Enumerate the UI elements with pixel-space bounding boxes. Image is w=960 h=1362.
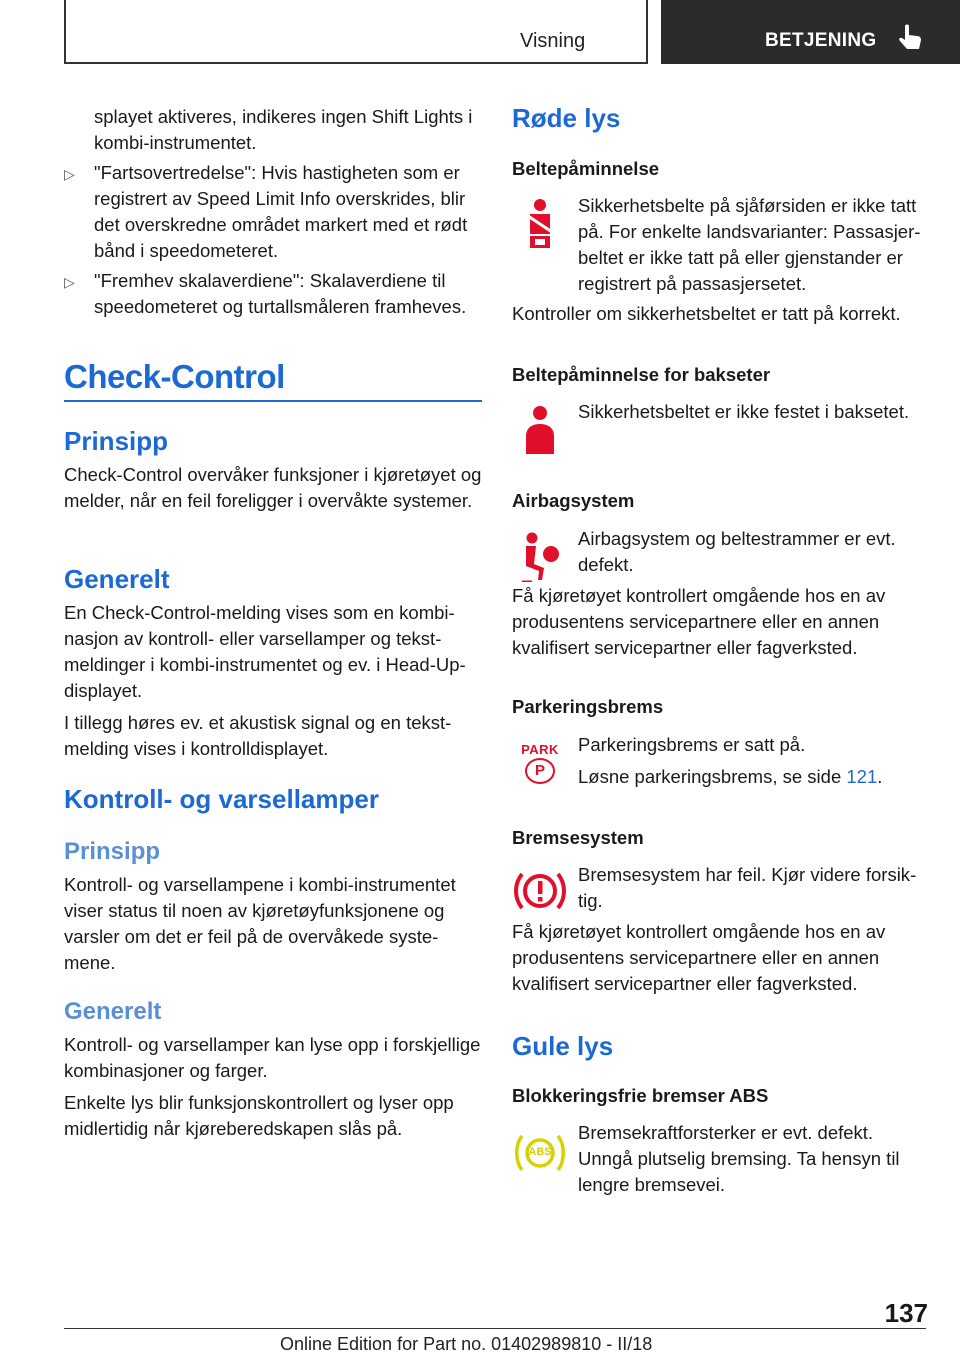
subsection-heading: Kontroll- og varsellamper: [64, 784, 379, 814]
abs-warning-icon: [514, 1132, 566, 1174]
header-section-label: Visning: [520, 30, 586, 52]
body-paragraph: Enkelte lys blir funksjonskontrollert og lyser opp midlertidig når kjøreberedskapen slås på.: [64, 1092, 454, 1139]
intro-paragraph: splayet aktiveres, indikeres ingen Shift Lights i kombi-instrumentet.: [94, 106, 473, 153]
parking-brake-icon: [518, 742, 562, 784]
lamp-description-text: Løsne parkeringsbrems, se side: [578, 766, 847, 787]
subsection-heading: Røde lys: [512, 103, 621, 133]
body-paragraph: Få kjøretøyet kontrollert omgående hos en av produsentens servicepartnere eller en annen kvalifisert servicepartner eller fagverksted.: [512, 585, 886, 658]
body-paragraph: Kontroll- og varsellampene i kombi-instrumentet viser status til noen av kjøretøyfunksjonene og varsler om det er feil på de overvåkede systemene.: [64, 874, 456, 973]
lamp-description-text: .: [877, 766, 883, 787]
body-paragraph: En Check-Control-melding vises som en kombinasjon av kontroll- eller varsellamper og tekstmeldinger i kombi-instrumentet og ev. i Head-Up-displayet.: [64, 602, 466, 701]
body-paragraph: Check-Control overvåker funksjoner i kjøretøyet og melder, når en feil foreligger i overvåkte systemer.: [64, 464, 482, 511]
body-paragraph: I tillegg høres ev. et akustisk signal og en tekstmelding vises i kontrolldisplayet.: [64, 712, 452, 759]
minor-heading: Generelt: [64, 998, 162, 1025]
lamp-heading: Beltepåminnelse: [512, 158, 660, 179]
lamp-description: Sikkerhetsbeltet er ikke festet i baksetet.: [578, 401, 910, 422]
pointing-hand-icon: [897, 24, 925, 54]
lamp-description: [578, 764, 930, 790]
body-paragraph: Kontroll- og varsellamper kan lyse opp i forskjellige kombinasjoner og farger.: [64, 1034, 481, 1081]
subsection-heading: Gule lys: [512, 1031, 614, 1061]
rear-seatbelt-warning-icon: [522, 404, 558, 456]
list-item-text: "Fartsovertredelse": Hvis hastigheten som er registrert av Speed Limit Info overskrides, blir det overskredne området markert med et rødt bånd i speedometeret.: [94, 162, 468, 261]
list-item-text: "Fremhev skalaverdiene": Skalaverdiene til speedometeret og turtallsmåleren framheves.: [94, 270, 467, 317]
parking-brake-icon-word: PARK: [521, 742, 559, 757]
lamp-description-text: Sikkerhetsbelte på sjåførsiden er ikke tatt på. For enkelte landsvarianter: Passasjerbeltet er ikke tatt på eller gjenstander er registrert på passasjersetet.: [578, 195, 921, 294]
triangle-bullet-icon: ▷: [64, 274, 75, 290]
body-paragraph: Kontroller om sikkerhetsbeltet er tatt på korrekt.: [512, 303, 901, 324]
subsection-heading: Prinsipp: [64, 426, 169, 456]
abs-icon-word: ABS: [528, 1146, 552, 1158]
seatbelt-warning-icon: [522, 198, 558, 250]
section-title: Check-Control: [64, 358, 285, 395]
header-chapter-tab: [661, 0, 960, 64]
lamp-heading: Airbagsystem: [512, 490, 635, 511]
subsection-heading: Generelt: [64, 564, 170, 594]
section-title-rule: [64, 400, 482, 402]
header-chapter-label: BETJENING: [765, 30, 877, 51]
footer-edition-text: Online Edition for Part no. 01402989810 - II/18: [280, 1334, 653, 1354]
triangle-bullet-icon: ▷: [64, 166, 75, 182]
body-paragraph: Få kjøretøyet kontrollert omgående hos en av produsentens servicepartnere eller en annen kvalifisert servicepartner eller fagverksted.: [512, 921, 886, 994]
lamp-heading: Parkeringsbrems: [512, 696, 664, 717]
minor-heading: Prinsipp: [64, 838, 161, 865]
airbag-warning-icon: [520, 530, 560, 582]
lamp-description: [578, 193, 930, 297]
lamp-description: Airbagsystem og beltestrammer er evt. defekt.: [578, 528, 896, 575]
lamp-description: Parkeringsbrems er satt på.: [578, 734, 806, 755]
lamp-heading: Blokkeringsfrie bremser ABS: [512, 1085, 769, 1106]
brake-warning-icon: [514, 868, 566, 914]
lamp-description: Bremsekraftforsterker er evt. defekt. Unngå plutselig bremsing. Ta hensyn til lengre bremsevei.: [578, 1122, 900, 1195]
page-reference-link[interactable]: 121: [846, 766, 878, 787]
parking-brake-icon-letter: P: [525, 758, 555, 784]
lamp-description: Bremsesystem har feil. Kjør videre forsiktig.: [578, 864, 917, 911]
lamp-heading: Bremsesystem: [512, 827, 644, 848]
lamp-heading: Beltepåminnelse for bakseter: [512, 364, 771, 385]
page-number: 137: [884, 1298, 928, 1328]
footer-rule: [64, 1328, 926, 1329]
